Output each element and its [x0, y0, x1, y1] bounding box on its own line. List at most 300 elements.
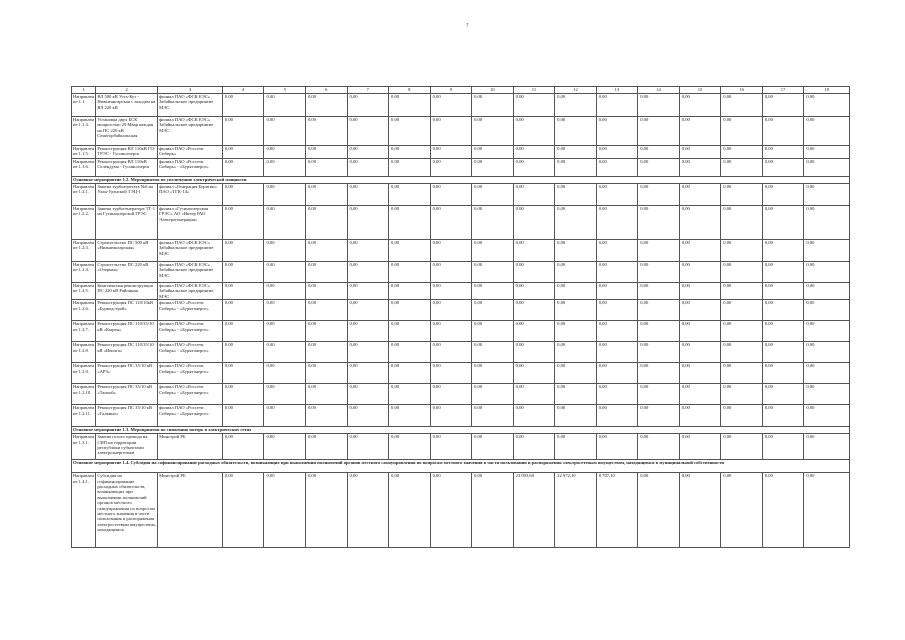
value-cell: 0,00 — [555, 283, 597, 300]
header-cell: 13 — [596, 87, 638, 94]
table-row — [72, 342, 850, 363]
value-cell: 0,00 — [721, 283, 763, 300]
value-cell: 0,00 — [679, 206, 721, 240]
value-cell: 0,00 — [596, 184, 638, 206]
value-cell: 0,00 — [555, 363, 597, 384]
value-cell: 0,00 — [555, 117, 597, 146]
value-cell: 0,00 — [347, 159, 389, 177]
value-cell: 0,00 — [264, 300, 306, 321]
row-description: Замена голого провода на СИП на территории республики субъектами электроэнергетики — [96, 434, 158, 460]
row-executor: филиал ПАО «ФСК ЕЭС» Забайкальское предприятие МЭС — [158, 262, 223, 283]
value-cell: 0,00 — [389, 363, 431, 384]
value-cell: 0,00 — [638, 434, 680, 460]
value-cell: 0,00 — [347, 240, 389, 262]
value-cell: 0,00 — [389, 384, 431, 405]
value-cell: 0,00 — [430, 342, 472, 363]
value-cell: 0,00 — [555, 159, 597, 177]
value-cell: 0,00 — [721, 405, 763, 427]
table-row — [72, 473, 850, 548]
value-cell: 0,00 — [264, 434, 306, 460]
value-cell: 0,00 — [804, 240, 850, 262]
value-cell: 0,00 — [804, 384, 850, 405]
value-cell: 0,00 — [305, 206, 347, 240]
value-cell: 0,00 — [389, 300, 431, 321]
section-title: Основное мероприятие 1.4. Субсидия на софинансирование расходных обязательств, возникающих при выполнении полномочий органов местного самоуправления по вопросам местного значения в части пользования и распоряжения электросетевым имуществом, находящимся в муниципальной собственности — [72, 460, 850, 473]
value-cell: 0,00 — [804, 184, 850, 206]
value-cell: 0,00 — [721, 262, 763, 283]
row-code: Направление 1.2.10. — [72, 384, 96, 405]
value-cell: 0,00 — [513, 342, 555, 363]
value-cell: 0,00 — [430, 434, 472, 460]
header-cell: 9 — [430, 87, 472, 94]
value-cell: 0,00 — [389, 240, 431, 262]
value-cell: 0,00 — [762, 363, 804, 384]
value-cell: 0,00 — [638, 283, 680, 300]
value-cell: 0,00 — [638, 342, 680, 363]
value-cell: 0,00 — [721, 184, 763, 206]
value-cell: 0,00 — [472, 405, 514, 427]
value-cell: 0,00 — [222, 240, 264, 262]
value-cell: 0,00 — [222, 206, 264, 240]
row-description: Реконструкция ВЛ 110кВ Селендума - Гусиноозерск — [96, 159, 158, 177]
value-cell: 0,00 — [555, 262, 597, 283]
value-cell: 0,00 — [472, 94, 514, 117]
row-description: Реконструкция ВЛ 110кВ ГО-ТРЭС - Гусиноозерск — [96, 146, 158, 159]
table-row — [72, 184, 850, 206]
value-cell: 0,00 — [596, 146, 638, 159]
value-cell: 0,00 — [679, 117, 721, 146]
value-cell: 0,00 — [430, 283, 472, 300]
value-cell: 0,00 — [389, 206, 431, 240]
header-cell: 8 — [389, 87, 431, 94]
value-cell: 0,00 — [347, 434, 389, 460]
value-cell: 0,00 — [222, 321, 264, 342]
value-cell: 0,00 — [430, 300, 472, 321]
value-cell: 0,00 — [596, 434, 638, 460]
value-cell: 0,00 — [762, 206, 804, 240]
header-cell: 18 — [804, 87, 850, 94]
value-cell: 0,00 — [679, 473, 721, 548]
row-description: Установка двух БСК мощностью 29 Мвар каждая на ПС 220 кВ Сеногорбайкальская — [96, 117, 158, 146]
header-cell: 16 — [721, 87, 763, 94]
value-cell: 0,00 — [638, 94, 680, 117]
value-cell: 0,00 — [596, 342, 638, 363]
value-cell: 0,00 — [721, 434, 763, 460]
value-cell: 0,00 — [472, 300, 514, 321]
value-cell: 0,00 — [638, 321, 680, 342]
value-cell: 0,00 — [347, 117, 389, 146]
value-cell: 0,00 — [804, 434, 850, 460]
row-executor: филиал ПАО «Россети Сибирь» - «Бурятэнерго» — [158, 159, 223, 177]
row-description: Замена турбогенератора ТГ-1 на Гусиноозерской ГРЭС — [96, 206, 158, 240]
value-cell: 0,00 — [472, 384, 514, 405]
value-cell: 0,00 — [638, 206, 680, 240]
value-cell: 0,00 — [472, 240, 514, 262]
value-cell: 0,00 — [596, 159, 638, 177]
header-row — [72, 87, 850, 94]
value-cell: 0,00 — [347, 184, 389, 206]
value-cell: 0,00 — [430, 184, 472, 206]
value-cell: 0,00 — [389, 159, 431, 177]
value-cell: 0,00 — [513, 384, 555, 405]
value-cell: 0,00 — [638, 473, 680, 548]
value-cell: 0,00 — [513, 240, 555, 262]
value-cell: 0,00 — [472, 159, 514, 177]
value-cell: 0,00 — [389, 321, 431, 342]
row-code: Направление 1.1.6. — [72, 159, 96, 177]
value-cell: 0,00 — [222, 117, 264, 146]
value-cell: 0,00 — [638, 146, 680, 159]
table-row — [72, 384, 850, 405]
section-header-row — [72, 177, 850, 184]
section-title: Основное мероприятие 1.3. Мероприятия по снижению потерь в электрических сетях — [72, 427, 850, 434]
value-cell: 0,00 — [721, 342, 763, 363]
row-code: Направление 1.2.6. — [72, 300, 96, 321]
value-cell: 0,00 — [389, 262, 431, 283]
value-cell: 0,00 — [347, 283, 389, 300]
value-cell: 0,00 — [472, 206, 514, 240]
value-cell: 0,00 — [804, 473, 850, 548]
value-cell: 22 972,10 — [555, 473, 597, 548]
value-cell: 0,00 — [762, 342, 804, 363]
value-cell: 0,00 — [222, 434, 264, 460]
value-cell: 0,00 — [305, 434, 347, 460]
value-cell: 0,00 — [679, 405, 721, 427]
value-cell: 0,00 — [721, 240, 763, 262]
row-code: Направление 1.2.3. — [72, 240, 96, 262]
value-cell: 0,00 — [430, 473, 472, 548]
value-cell: 0,00 — [762, 405, 804, 427]
header-cell: 6 — [305, 87, 347, 94]
value-cell: 0,00 — [305, 159, 347, 177]
value-cell: 0,00 — [762, 321, 804, 342]
value-cell: 0,00 — [389, 146, 431, 159]
value-cell: 0,00 — [513, 405, 555, 427]
value-cell: 0,00 — [596, 240, 638, 262]
row-executor: Минстрой РБ — [158, 434, 223, 460]
row-description: Реконструкция ПС 110/35/10 кВ «Иволга» — [96, 342, 158, 363]
value-cell: 0,00 — [389, 434, 431, 460]
row-executor: филиал «Гусиноозерская ГРЭС» АО «Интер РАО Электрогенерация» — [158, 206, 223, 240]
value-cell: 0,00 — [513, 363, 555, 384]
row-executor: филиал «Генерация Бурятии» ПАО «ТГК-14» — [158, 184, 223, 206]
value-cell: 0,00 — [305, 405, 347, 427]
section-title: Основное мероприятие 1.2. Мероприятия по увеличению электрической мощности — [72, 177, 850, 184]
value-cell: 0,00 — [513, 94, 555, 117]
value-cell: 0,00 — [804, 262, 850, 283]
value-cell: 0,00 — [721, 300, 763, 321]
value-cell: 0,00 — [305, 184, 347, 206]
value-cell: 0,00 — [347, 405, 389, 427]
value-cell: 0,00 — [679, 262, 721, 283]
row-code: Направление 1.4.1. — [72, 473, 96, 548]
value-cell: 0,00 — [389, 94, 431, 117]
row-executor: филиал ПАО «ФСК ЕЭС» Забайкальское предприятие МЭС — [158, 240, 223, 262]
value-cell: 0,00 — [679, 434, 721, 460]
value-cell: 0,00 — [638, 300, 680, 321]
value-cell: 0,00 — [347, 206, 389, 240]
value-cell: 0,00 — [430, 94, 472, 117]
value-cell: 0,00 — [305, 300, 347, 321]
row-code: Направление 1.2.7. — [72, 321, 96, 342]
value-cell: 0,00 — [679, 240, 721, 262]
value-cell: 0,00 — [762, 159, 804, 177]
value-cell: 0,00 — [679, 321, 721, 342]
value-cell: 0,00 — [804, 405, 850, 427]
value-cell: 0,00 — [430, 240, 472, 262]
table-row — [72, 146, 850, 159]
value-cell: 0,00 — [389, 184, 431, 206]
row-description: Реконструкция ПС 35/10 кВ «АРЗ» — [96, 363, 158, 384]
value-cell: 0,00 — [472, 342, 514, 363]
value-cell: 0,00 — [804, 300, 850, 321]
value-cell: 0,00 — [264, 240, 306, 262]
value-cell: 0,00 — [264, 94, 306, 117]
header-cell: 15 — [679, 87, 721, 94]
value-cell: 0,00 — [472, 434, 514, 460]
row-executor: филиал ПАО «ФСК ЕЭС» Забайкальское предприятие МЭС — [158, 117, 223, 146]
value-cell: 0,00 — [264, 146, 306, 159]
value-cell: 0,00 — [305, 94, 347, 117]
value-cell: 0,00 — [762, 434, 804, 460]
value-cell: 0,00 — [430, 405, 472, 427]
value-cell: 0,00 — [430, 117, 472, 146]
value-cell: 0,00 — [222, 283, 264, 300]
value-cell: 0,00 — [305, 363, 347, 384]
value-cell: 8 707,10 — [596, 473, 638, 548]
value-cell: 0,00 — [762, 240, 804, 262]
value-cell: 0,00 — [721, 159, 763, 177]
value-cell: 0,00 — [347, 473, 389, 548]
value-cell: 0,00 — [762, 262, 804, 283]
value-cell: 0,00 — [430, 321, 472, 342]
value-cell: 0,00 — [472, 473, 514, 548]
header-cell: 5 — [264, 87, 306, 94]
value-cell: 0,00 — [804, 321, 850, 342]
table-row — [72, 262, 850, 283]
value-cell: 0,00 — [264, 184, 306, 206]
table-row — [72, 405, 850, 427]
value-cell: 0,00 — [472, 321, 514, 342]
value-cell: 0,00 — [721, 384, 763, 405]
value-cell: 0,00 — [721, 363, 763, 384]
value-cell: 0,00 — [347, 384, 389, 405]
table-row — [72, 240, 850, 262]
value-cell: 0,00 — [596, 283, 638, 300]
table-row — [72, 300, 850, 321]
value-cell: 0,00 — [721, 473, 763, 548]
value-cell: 0,00 — [347, 342, 389, 363]
value-cell: 0,00 — [679, 159, 721, 177]
value-cell: 0,00 — [430, 206, 472, 240]
row-code: Направление 1.2.11. — [72, 405, 96, 427]
table-row — [72, 159, 850, 177]
value-cell: 0,00 — [596, 363, 638, 384]
value-cell: 0,00 — [555, 342, 597, 363]
value-cell: 0,00 — [804, 117, 850, 146]
row-executor: филиал ПАО «ФСК ЕЭС» Забайкальское предприятие МЭС — [158, 283, 223, 300]
value-cell: 0,00 — [472, 117, 514, 146]
value-cell: 0,00 — [305, 321, 347, 342]
section-header-row — [72, 427, 850, 434]
value-cell: 0,00 — [638, 184, 680, 206]
value-cell: 0,00 — [222, 94, 264, 117]
row-code: Направление 1.2.5. — [72, 283, 96, 300]
row-description: Реконструкция ПС 35/10 кВ «Танхой» — [96, 384, 158, 405]
row-code: Направление 1.1. — [72, 94, 96, 117]
value-cell: 0,00 — [430, 384, 472, 405]
value-cell: 0,00 — [389, 473, 431, 548]
value-cell: 0,00 — [305, 473, 347, 548]
value-cell: 0,00 — [222, 262, 264, 283]
value-cell: 0,00 — [264, 473, 306, 548]
value-cell: 0,00 — [305, 283, 347, 300]
value-cell: 0,00 — [222, 473, 264, 548]
row-description: ВЛ 500 кВ Усть-Кут - Нижнеангарская с заходом на ВЛ 220 кВ — [96, 94, 158, 117]
value-cell: 0,00 — [472, 146, 514, 159]
row-executor: филиал ПАО «ФСК ЕЭС» Забайкальское предприятие МЭС — [158, 94, 223, 117]
value-cell: 0,00 — [222, 300, 264, 321]
data-table — [71, 86, 850, 548]
value-cell: 0,00 — [472, 283, 514, 300]
value-cell: 0,00 — [222, 363, 264, 384]
value-cell: 0,00 — [638, 384, 680, 405]
page-number: 7 — [466, 24, 469, 29]
value-cell: 0,00 — [596, 206, 638, 240]
row-executor: филиал ПАО «Россети Сибирь» - «Бурятэнерго» — [158, 342, 223, 363]
row-description: Субсидия на софинансирование расходных обязательств, возникающих при выполнении полномочий органов местного самоуправления по вопросам местного значения в части пользования и распоряжения электросетевым имуществом, находящимся — [96, 473, 158, 548]
value-cell: 0,00 — [222, 405, 264, 427]
value-cell: 0,00 — [430, 262, 472, 283]
value-cell: 0,00 — [430, 363, 472, 384]
row-executor: филиал ПАО «Россети Сибирь» - «Бурятэнерго» — [158, 405, 223, 427]
row-description: Строительство ПС 220 кВ «Озерная» — [96, 262, 158, 283]
value-cell: 0,00 — [305, 117, 347, 146]
value-cell: 0,00 — [472, 262, 514, 283]
header-cell: 10 — [472, 87, 514, 94]
value-cell: 0,00 — [721, 146, 763, 159]
value-cell: 0,00 — [389, 342, 431, 363]
value-cell: 0,00 — [804, 146, 850, 159]
value-cell: 0,00 — [347, 321, 389, 342]
value-cell: 0,00 — [264, 405, 306, 427]
value-cell: 0,00 — [721, 321, 763, 342]
row-description: Строительство ПС 500 кВ «Нижнеангарская» — [96, 240, 158, 262]
value-cell: 0,00 — [264, 363, 306, 384]
value-cell: 0,00 — [638, 405, 680, 427]
value-cell: 0,00 — [305, 384, 347, 405]
value-cell: 0,00 — [762, 283, 804, 300]
value-cell: 0,00 — [679, 283, 721, 300]
row-description: Комплексная реконструкция ПС 220 кВ Районная — [96, 283, 158, 300]
row-description: Реконструкция ПС 110/10кВ «Бурводстрой» — [96, 300, 158, 321]
value-cell: 0,00 — [555, 405, 597, 427]
value-cell: 23 093,60 — [513, 473, 555, 548]
value-cell: 0,00 — [305, 262, 347, 283]
value-cell: 0,00 — [555, 94, 597, 117]
value-cell: 0,00 — [638, 363, 680, 384]
value-cell: 0,00 — [721, 206, 763, 240]
row-executor: филиал ПАО «Россети Сибирь» - «Бурятэнерго» — [158, 384, 223, 405]
row-description: Замена турбоагрегата №6 на Улан-Удэнской ТЭЦ-1 — [96, 184, 158, 206]
value-cell: 0,00 — [596, 384, 638, 405]
value-cell: 0,00 — [222, 384, 264, 405]
row-description: Реконструкция ПС 35/10 кВ «Галкино» — [96, 405, 158, 427]
header-cell: 1 — [72, 87, 96, 94]
value-cell: 0,00 — [596, 262, 638, 283]
value-cell: 0,00 — [513, 206, 555, 240]
value-cell: 0,00 — [430, 146, 472, 159]
value-cell: 0,00 — [555, 300, 597, 321]
row-code: Направление 1.2.4. — [72, 262, 96, 283]
value-cell: 0,00 — [555, 240, 597, 262]
value-cell: 0,00 — [596, 117, 638, 146]
value-cell: 0,00 — [472, 184, 514, 206]
header-cell: 4 — [222, 87, 264, 94]
value-cell: 0,00 — [762, 184, 804, 206]
header-cell: 12 — [555, 87, 597, 94]
value-cell: 0,00 — [721, 117, 763, 146]
table-row — [72, 117, 850, 146]
value-cell: 0,00 — [513, 159, 555, 177]
row-executor: филиал ПАО «Россети Сибирь» — [158, 146, 223, 159]
value-cell: 0,00 — [679, 300, 721, 321]
value-cell: 0,00 — [513, 321, 555, 342]
row-code: Направление 1.1.4. — [72, 117, 96, 146]
value-cell: 0,00 — [264, 283, 306, 300]
table-row — [72, 283, 850, 300]
value-cell: 0,00 — [430, 159, 472, 177]
value-cell: 0,00 — [264, 206, 306, 240]
header-cell: 17 — [762, 87, 804, 94]
table-row — [72, 434, 850, 460]
header-cell: 3 — [158, 87, 223, 94]
value-cell: 0,00 — [804, 206, 850, 240]
value-cell: 0,00 — [804, 94, 850, 117]
value-cell: 0,00 — [347, 363, 389, 384]
table-row — [72, 206, 850, 240]
value-cell: 0,00 — [389, 117, 431, 146]
value-cell: 0,00 — [513, 283, 555, 300]
value-cell: 0,00 — [804, 342, 850, 363]
value-cell: 0,00 — [264, 321, 306, 342]
value-cell: 0,00 — [347, 300, 389, 321]
value-cell: 0,00 — [596, 94, 638, 117]
row-code: Направление 1.1.5. — [72, 146, 96, 159]
table-row — [72, 94, 850, 117]
row-executor: филиал ПАО «Россети Сибирь» - «Бурятэнерго» — [158, 363, 223, 384]
value-cell: 0,00 — [513, 146, 555, 159]
value-cell: 0,00 — [804, 363, 850, 384]
value-cell: 0,00 — [555, 146, 597, 159]
header-cell: 2 — [96, 87, 158, 94]
value-cell: 0,00 — [513, 117, 555, 146]
value-cell: 0,00 — [222, 159, 264, 177]
value-cell: 0,00 — [222, 342, 264, 363]
row-code: Направление 1.2.9. — [72, 363, 96, 384]
value-cell: 0,00 — [804, 283, 850, 300]
row-code: Направление 1.3.1. — [72, 434, 96, 460]
value-cell: 0,00 — [596, 321, 638, 342]
value-cell: 0,00 — [762, 94, 804, 117]
header-cell: 7 — [347, 87, 389, 94]
value-cell: 0,00 — [222, 184, 264, 206]
value-cell: 0,00 — [472, 363, 514, 384]
value-cell: 0,00 — [389, 283, 431, 300]
value-cell: 0,00 — [638, 240, 680, 262]
value-cell: 0,00 — [264, 159, 306, 177]
value-cell: 0,00 — [596, 300, 638, 321]
